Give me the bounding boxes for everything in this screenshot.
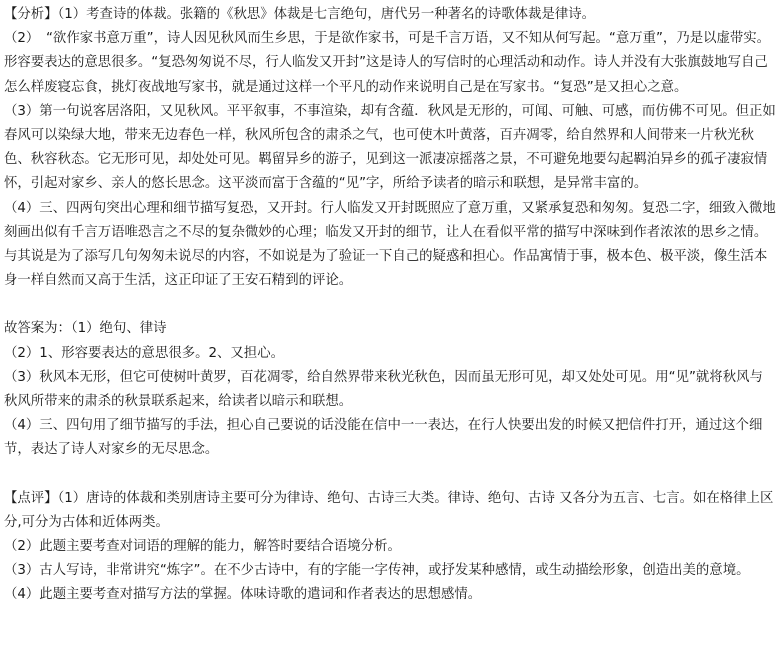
comment-paragraph-4: （4）此题主要考查对描写方法的掌握。体味诗歌的遣词和作者表达的思想感情。	[4, 587, 482, 603]
section-gap	[4, 293, 776, 317]
comment-paragraph-3: （3）古人写诗，非常讲究“炼字”。在不少古诗中，有的字能一字传神，或抒发某种感情，或生动描绘形象，创造出美的意境。	[4, 563, 750, 579]
document-body	[4, 3, 776, 608]
comment-paragraph-1: 【点评】（1）唐诗的体裁和类别唐诗主要可分为律诗、绝句、古诗三大类。律诗、绝句、古诗 又各分为五言、七言。如在格律上区分,可分为古体和近体两类。	[4, 490, 774, 530]
answer-paragraph-1: 故答案为：（1）绝句、律诗	[4, 321, 167, 337]
analysis-paragraph-1: 【分析】（1）考查诗的体裁。张籍的《秋思》体裁是七言绝句，唐代另一种著名的诗歌体裁是律诗。	[4, 7, 596, 22]
analysis-paragraph-3: （3）第一句说客居洛阳，又见秋风。平平叙事，不事渲染，却有含蕴．秋风是无形的，可闻、可触、可感，而仿佛不可见。但正如春风可以染绿大地，带来无边春色一样，秋风所包含的肃杀之气，也可使木叶黄落，百卉凋零，给自然界和人间带来一片秋光秋色、秋容秋态。它无形可见，却处处可见。羁留异乡的游子，见到这一派凄凉摇落之景，不可避免地要勾起羁泊异乡的孤孑凄寂情怀，引起对家乡、亲人的悠长思念。这平淡而富于含蕴的“见”字，所给予读者的暗示和联想，是异常丰富的。	[4, 103, 776, 192]
answer-paragraph-4: （4）三、四句用了细节描写的手法，担心自己要说的话没能在信中一一表达，在行人快要出发的时候又把信件打开，通过这个细节，表达了诗人对家乡的无尽思念。	[4, 418, 763, 458]
analysis-paragraph-2: （2） “欲作家书意万重”，诗人因见秋风而生乡思，于是欲作家书，可是千言万语，又不知从何写起。“意万重”，乃是以虚带实。形容要表达的意思很多。“复恐匆匆说不尽，行人临发又开封”这是诗人的写信时的心理活动和动作。诗人并没有大张旗鼓地写自己怎么样废寝忘食，挑灯夜战地写家书，就是通过这样一个平凡的动作来说明自己是在写家书。“复恐”是又担心之意。	[4, 31, 771, 95]
analysis-paragraph-4: （4）三、四两句突出心理和细节描写复恐，又开封。行人临发又开封既照应了意万重，又紧承复恐和匆匆。复恐二字，细致入微地刻画出似有千言万语唯恐言之不尽的复杂微妙的心理；临发又开封的细节，让人在看似平常的描写中深味到作者浓浓的思乡之情。与其说是为了添写几句匆匆未说尽的内容，不如说是为了验证一下自己的疑惑和担心。作品寓情于事，极本色、极平淡，像生活本身一样自然而又高于生活，这正印证了王安石精到的评论。	[4, 200, 776, 289]
answer-paragraph-2: （2）1、形容要表达的意思很多。2、又担心。	[4, 345, 284, 361]
answer-paragraph-3: （3）秋风本无形，但它可使树叶黄罗，百花凋零，给自然界带来秋光秋色，因而虽无形可见，却又处处可见。用“见”就将秋风与秋风所带来的肃杀的秋景联系起来，给读者以暗示和联想。	[4, 369, 763, 410]
section-gap	[4, 463, 776, 487]
comment-paragraph-2: （2）此题主要考查对词语的理解的能力，解答时要结合语境分析。	[4, 539, 401, 555]
